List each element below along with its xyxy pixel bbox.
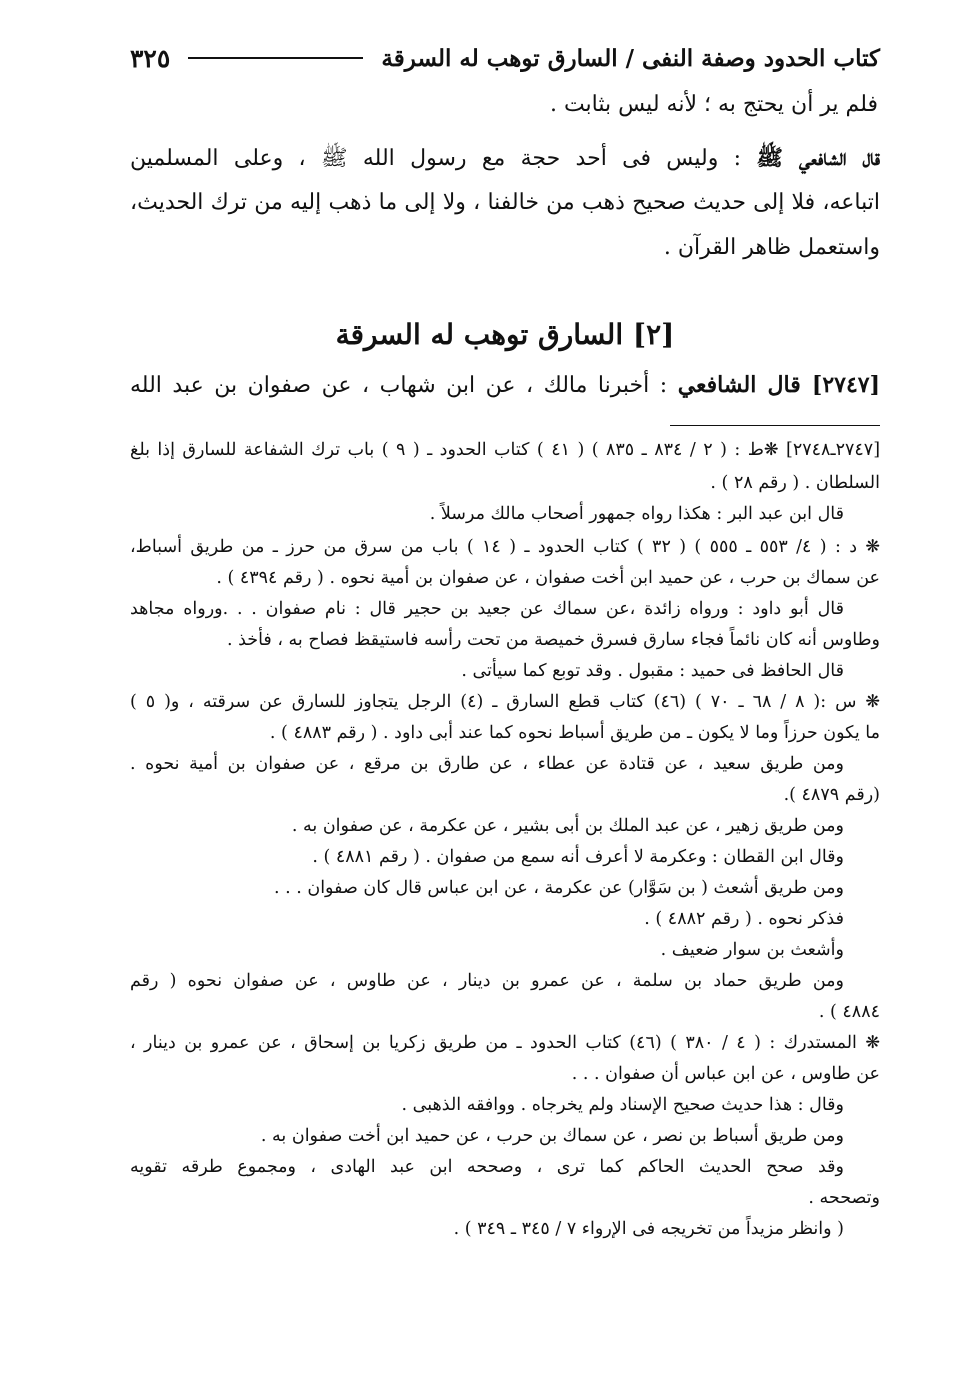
footnote-line: السلطان . ( رقم ٢٨ ) .: [710, 473, 880, 493]
footnote-line: ومن طريق سعيد ، عن قتادة عن عطاء ، عن طارق بن مرقع ، عن صفوان بن أمية نحوه .: [130, 754, 844, 774]
page-header: [130, 38, 880, 78]
footnote-line: وقال : هذا حديث صحيح الإسناد ولم يخرجاه . ووافقه الذهبى .: [401, 1095, 844, 1115]
footnote-line: ❋ د : ( ٤/ ٥٥٣ ـ ٥٥٥ ) ( ٣٢ ) كتاب الحدود ـ ( ١٤ ) باب من سرق من حرز ـ من طريق أسباط،: [130, 537, 881, 557]
footnote-line: ما يكون حرزاً وما لا يكون ـ من طريق أسباط نحوه كما عند أبى داود . ( رقم ٤٨٨٣ ) .: [269, 723, 880, 743]
running-title: كتاب الحدود وصفة النفى / السارق توهب له السرقة: [381, 44, 880, 72]
footnote-line: وأشعث بن سوار ضعيف .: [660, 940, 844, 960]
footnote-line: ومن طريق أشعث ( بن سَوَّار) عن عكرمة ، عن ابن عباس قال كان صفوان . . .: [273, 878, 844, 898]
footnote-line: قال أبو داود : ورواه زائدة ،عن سماك عن جعيد بن حجير قال : نام صفوان . . .ورواه مجاهد: [130, 599, 844, 619]
footnote-line: قال ابن عبد البر : هكذا رواه جمهور أصحاب مالك مرسلاً .: [429, 504, 844, 524]
footnote-line: ( وانظر مزيداً من تخريجه فى الإرواء ٧ / ٣٤٥ ـ ٣٤٩ ) .: [453, 1219, 844, 1239]
footnote-line: فذكر نحوه . ( رقم ٤٨٨٢ ) .: [644, 909, 844, 929]
footnote-line: عن سماك بن حرب ، عن حميد ابن أخت صفوان ، عن صفوان بن أمية نحوه . ( رقم ٤٣٩٤ ) .: [216, 568, 880, 588]
footnote-line: ومن طريق حماد بن سلمة ، عن عمرو بن دينار ، عن طاوس ، عن صفوان نحوه ( رقم: [130, 971, 844, 991]
footnote-line: ومن طريق زهير ، عن عبد الملك بن أبى بشير ، عن عكرمة ، عن صفوان به .: [291, 816, 844, 836]
body-line: [130, 145, 880, 172]
footnote-line: قال الحافظ فى حميد : مقبول . وقد توبع كما سيأتى .: [461, 661, 844, 681]
page-number: ٣٢٥: [130, 43, 171, 73]
footnote-line: ومن طريق أسباط بن نصر ، عن سماك بن حرب ، عن حميد ابن أخت صفوان به .: [260, 1126, 844, 1146]
body-line: فلم ير أن يحتج به ؛ لأنه ليس بثابت .: [549, 92, 878, 117]
footnote-line: وقال ابن القطان : وعكرمة لا أعرف أنه سمع من صفوان . ( رقم ٤٨٨١ ) .: [312, 847, 844, 867]
speaker-name: قال الشافعي ﷺ: [756, 145, 880, 171]
footnote-line: ❋ المستدرك : ( ٤ / ٣٨٠ ) (٤٦) كتاب الحدود ـ من طريق زكريا بن إسحاق ، عن عمرو بن دينار ،: [130, 1033, 880, 1053]
footnote-line: (رقم ٤٨٧٩ ).: [783, 785, 880, 805]
tradition-text: : أخبرنا مالك ، عن ابن شهاب ، عن صفوان بن عبد الله: [130, 373, 678, 398]
tradition-number: [٢٧٤٧] قال الشافعي: [677, 372, 881, 398]
header-rule: [188, 57, 363, 59]
tradition-line: [130, 372, 880, 399]
footnote-line: [٢٧٤٧ـ٢٧٤٨] ❋ط : ( ٢ / ٨٣٤ ـ ٨٣٥ ) ( ٤١ ) كتاب الحدود ـ ( ٩ ) باب ترك الشفاعة للسارق إذا بلغ: [130, 440, 881, 460]
footnote-line: عن طاوس ، عن ابن عباس أن صفوان . . .: [571, 1064, 880, 1084]
body-text: : وليس فى أحد حجة مع رسول الله ﷺ ، وعلى المسلمين: [130, 146, 757, 171]
footnote-line: ٤٨٨٤ ) .: [818, 1002, 880, 1022]
footnote-line: وقد صحح الحديث الحاكم كما ترى ، وصححه ابن عبد الهادى ، ومجموع طرقه تقويه: [130, 1157, 844, 1177]
footnote-line: ❋ س :( ٨ / ٦٨ ـ ٧٠ ) (٤٦) كتاب قطع السارق ـ (٤) الرجل يتجاوز للسارق عن سرقته ، و( ٥ ): [130, 692, 881, 712]
footnote-rule: [670, 425, 880, 426]
body-line: اتباعه، فلا إلى حديث صحيح ذهب من خالفنا ، ولا إلى ما ذهب إليه من ترك الحديث،: [130, 190, 880, 215]
footnote-line: وتصححه .: [808, 1188, 880, 1208]
section-title: [٢] السارق توهب له السرقة: [335, 318, 675, 351]
footnote-line: وطاوس أنه كان نائماً فجاء سارق فسرق خميصة من تحت رأسه فاستيقظ فصاح به ، فأخذ .: [226, 630, 880, 650]
body-line: واستعمل ظاهر القرآن .: [663, 235, 880, 260]
